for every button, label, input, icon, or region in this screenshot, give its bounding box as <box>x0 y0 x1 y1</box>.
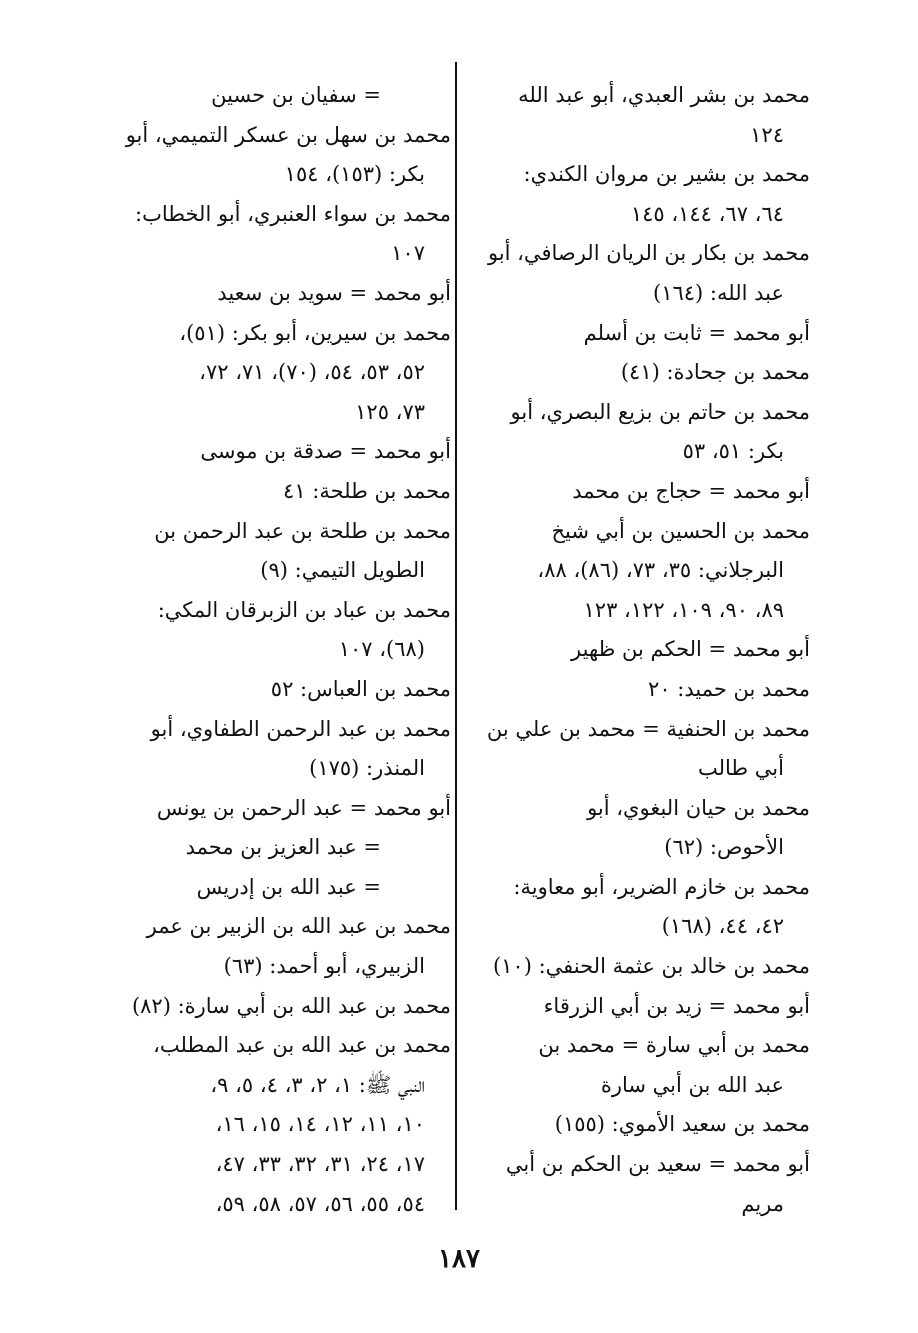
index-line: محمد بن سعيد الأموي: (١٥٥) <box>554 1112 810 1137</box>
index-line: محمد بن عبد الرحمن الطفاوي، أبو <box>150 716 451 741</box>
index-line: أبي طالب <box>698 756 784 781</box>
index-line: محمد بن عبد الله بن أبي سارة: (٨٢) <box>131 993 451 1018</box>
index-line: محمد بن حاتم بن بزيع البصري، أبو <box>510 399 810 424</box>
index-line: بكر: ٥١، ٥٣ <box>682 439 784 464</box>
index-line: = سفيان بن حسين <box>211 83 381 107</box>
index-line: أبو محمد = ثابت بن أسلم <box>583 320 810 345</box>
index-line: محمد بن حيان البغوي، أبو <box>587 795 810 820</box>
index-line: محمد بن بكار بن الريان الرصافي، أبو <box>487 241 810 266</box>
index-line: محمد بن سواء العنبري، أبو الخطاب: <box>135 201 451 226</box>
index-line: أبو محمد = صدقة بن موسى <box>200 439 451 464</box>
index-line: محمد بن الحنفية = محمد بن علي بن <box>486 716 810 741</box>
index-line: محمد بن بشر العبدي، أبو عبد الله <box>518 83 810 107</box>
index-line: الأحوص: (٦٢) <box>664 835 784 860</box>
index-line: أبو محمد = زيد بن أبي الزرقاء <box>543 993 810 1018</box>
index-line: الطويل التيمي: (٩) <box>260 558 425 583</box>
index-line: البرجلاني: ٣٥، ٧٣، (٨٦)، ٨٨، <box>537 558 784 583</box>
index-line: محمد بن سيرين، أبو بكر: (٥١)، <box>179 320 451 345</box>
index-line: محمد بن عبد الله بن الزبير بن عمر <box>146 914 451 939</box>
index-line: محمد بن بشير بن مروان الكندي: <box>523 162 810 187</box>
index-line: محمد بن خالد بن عثمة الحنفي: (١٠) <box>492 954 810 979</box>
index-line: ٥٤، ٥٥، ٥٦، ٥٧، ٥٨، ٥٩، <box>215 1191 425 1216</box>
index-line: الزبيري، أبو أحمد: (٦٣) <box>223 954 425 979</box>
index-line: أبو محمد = الحكم بن ظهير <box>571 637 810 662</box>
index-line: ١٠٧ <box>391 241 425 266</box>
index-line: ١٢٤ <box>750 122 784 147</box>
index-line: عبد الله: (١٦٤) <box>653 280 784 305</box>
index-line: = عبد العزيز بن محمد <box>185 835 381 860</box>
index-line: ٥٢، ٥٣، ٥٤، (٧٠)، ٧١، ٧٢، <box>199 360 425 385</box>
index-line: المنذر: (١٧٥) <box>309 756 425 781</box>
index-line: أبو محمد = حجاج بن محمد <box>572 478 810 503</box>
index-line: ١٧، ٢٤، ٣١، ٣٢، ٣٣، ٤٧، <box>215 1152 425 1177</box>
index-line: محمد بن طلحة بن عبد الرحمن بن <box>154 518 451 543</box>
right-column <box>462 76 810 1224</box>
index-line: محمد بن أبي سارة = محمد بن <box>538 1033 810 1058</box>
index-line: محمد بن طلحة: ٤١ <box>283 478 451 503</box>
index-line: محمد بن العباس: ٥٢ <box>270 676 451 701</box>
index-line: ٧٣، ١٢٥ <box>355 399 425 424</box>
index-line: أبو محمد = سويد بن سعيد <box>217 280 451 305</box>
index-line: عبد الله بن أبي سارة <box>600 1072 784 1097</box>
index-line: محمد بن سهل بن عسكر التميمي، أبو <box>125 122 451 147</box>
page-number: ١٨٧ <box>438 1244 480 1274</box>
index-line: محمد بن حميد: ٢٠ <box>648 676 810 701</box>
index-line: ١٠، ١١، ١٢، ١٤، ١٥، ١٦، <box>215 1112 425 1137</box>
index-line: = عبد الله بن إدريس <box>196 874 381 899</box>
index-line: ٤٢، ٤٤، (١٦٨) <box>661 914 784 939</box>
index-line: محمد بن عبد الله بن عبد المطلب، <box>153 1033 451 1058</box>
index-line: مريم <box>741 1191 784 1216</box>
index-line: محمد بن عباد بن الزبرقان المكي: <box>157 597 451 622</box>
index-line: النبي ﷺ: ١، ٢، ٣، ٤، ٥، ٩، <box>210 1072 425 1097</box>
index-line: ٦٤، ٦٧، ١٤٤، ١٤٥ <box>630 201 784 226</box>
index-line: أبو محمد = عبد الرحمن بن يونس <box>156 795 451 820</box>
column-divider <box>455 62 457 1210</box>
left-column <box>106 76 451 1224</box>
index-line: محمد بن الحسين بن أبي شيخ <box>551 518 810 543</box>
index-line: ٨٩، ٩٠، ١٠٩، ١٢٢، ١٢٣ <box>583 597 784 622</box>
index-line: بكر: (١٥٣)، ١٥٤ <box>284 162 425 187</box>
index-line: محمد بن خازم الضرير، أبو معاوية: <box>513 874 810 899</box>
index-line: أبو محمد = سعيد بن الحكم بن أبي <box>505 1152 810 1177</box>
index-line: محمد بن جحادة: (٤١) <box>620 360 810 385</box>
index-line: (٦٨)، ١٠٧ <box>338 637 425 662</box>
